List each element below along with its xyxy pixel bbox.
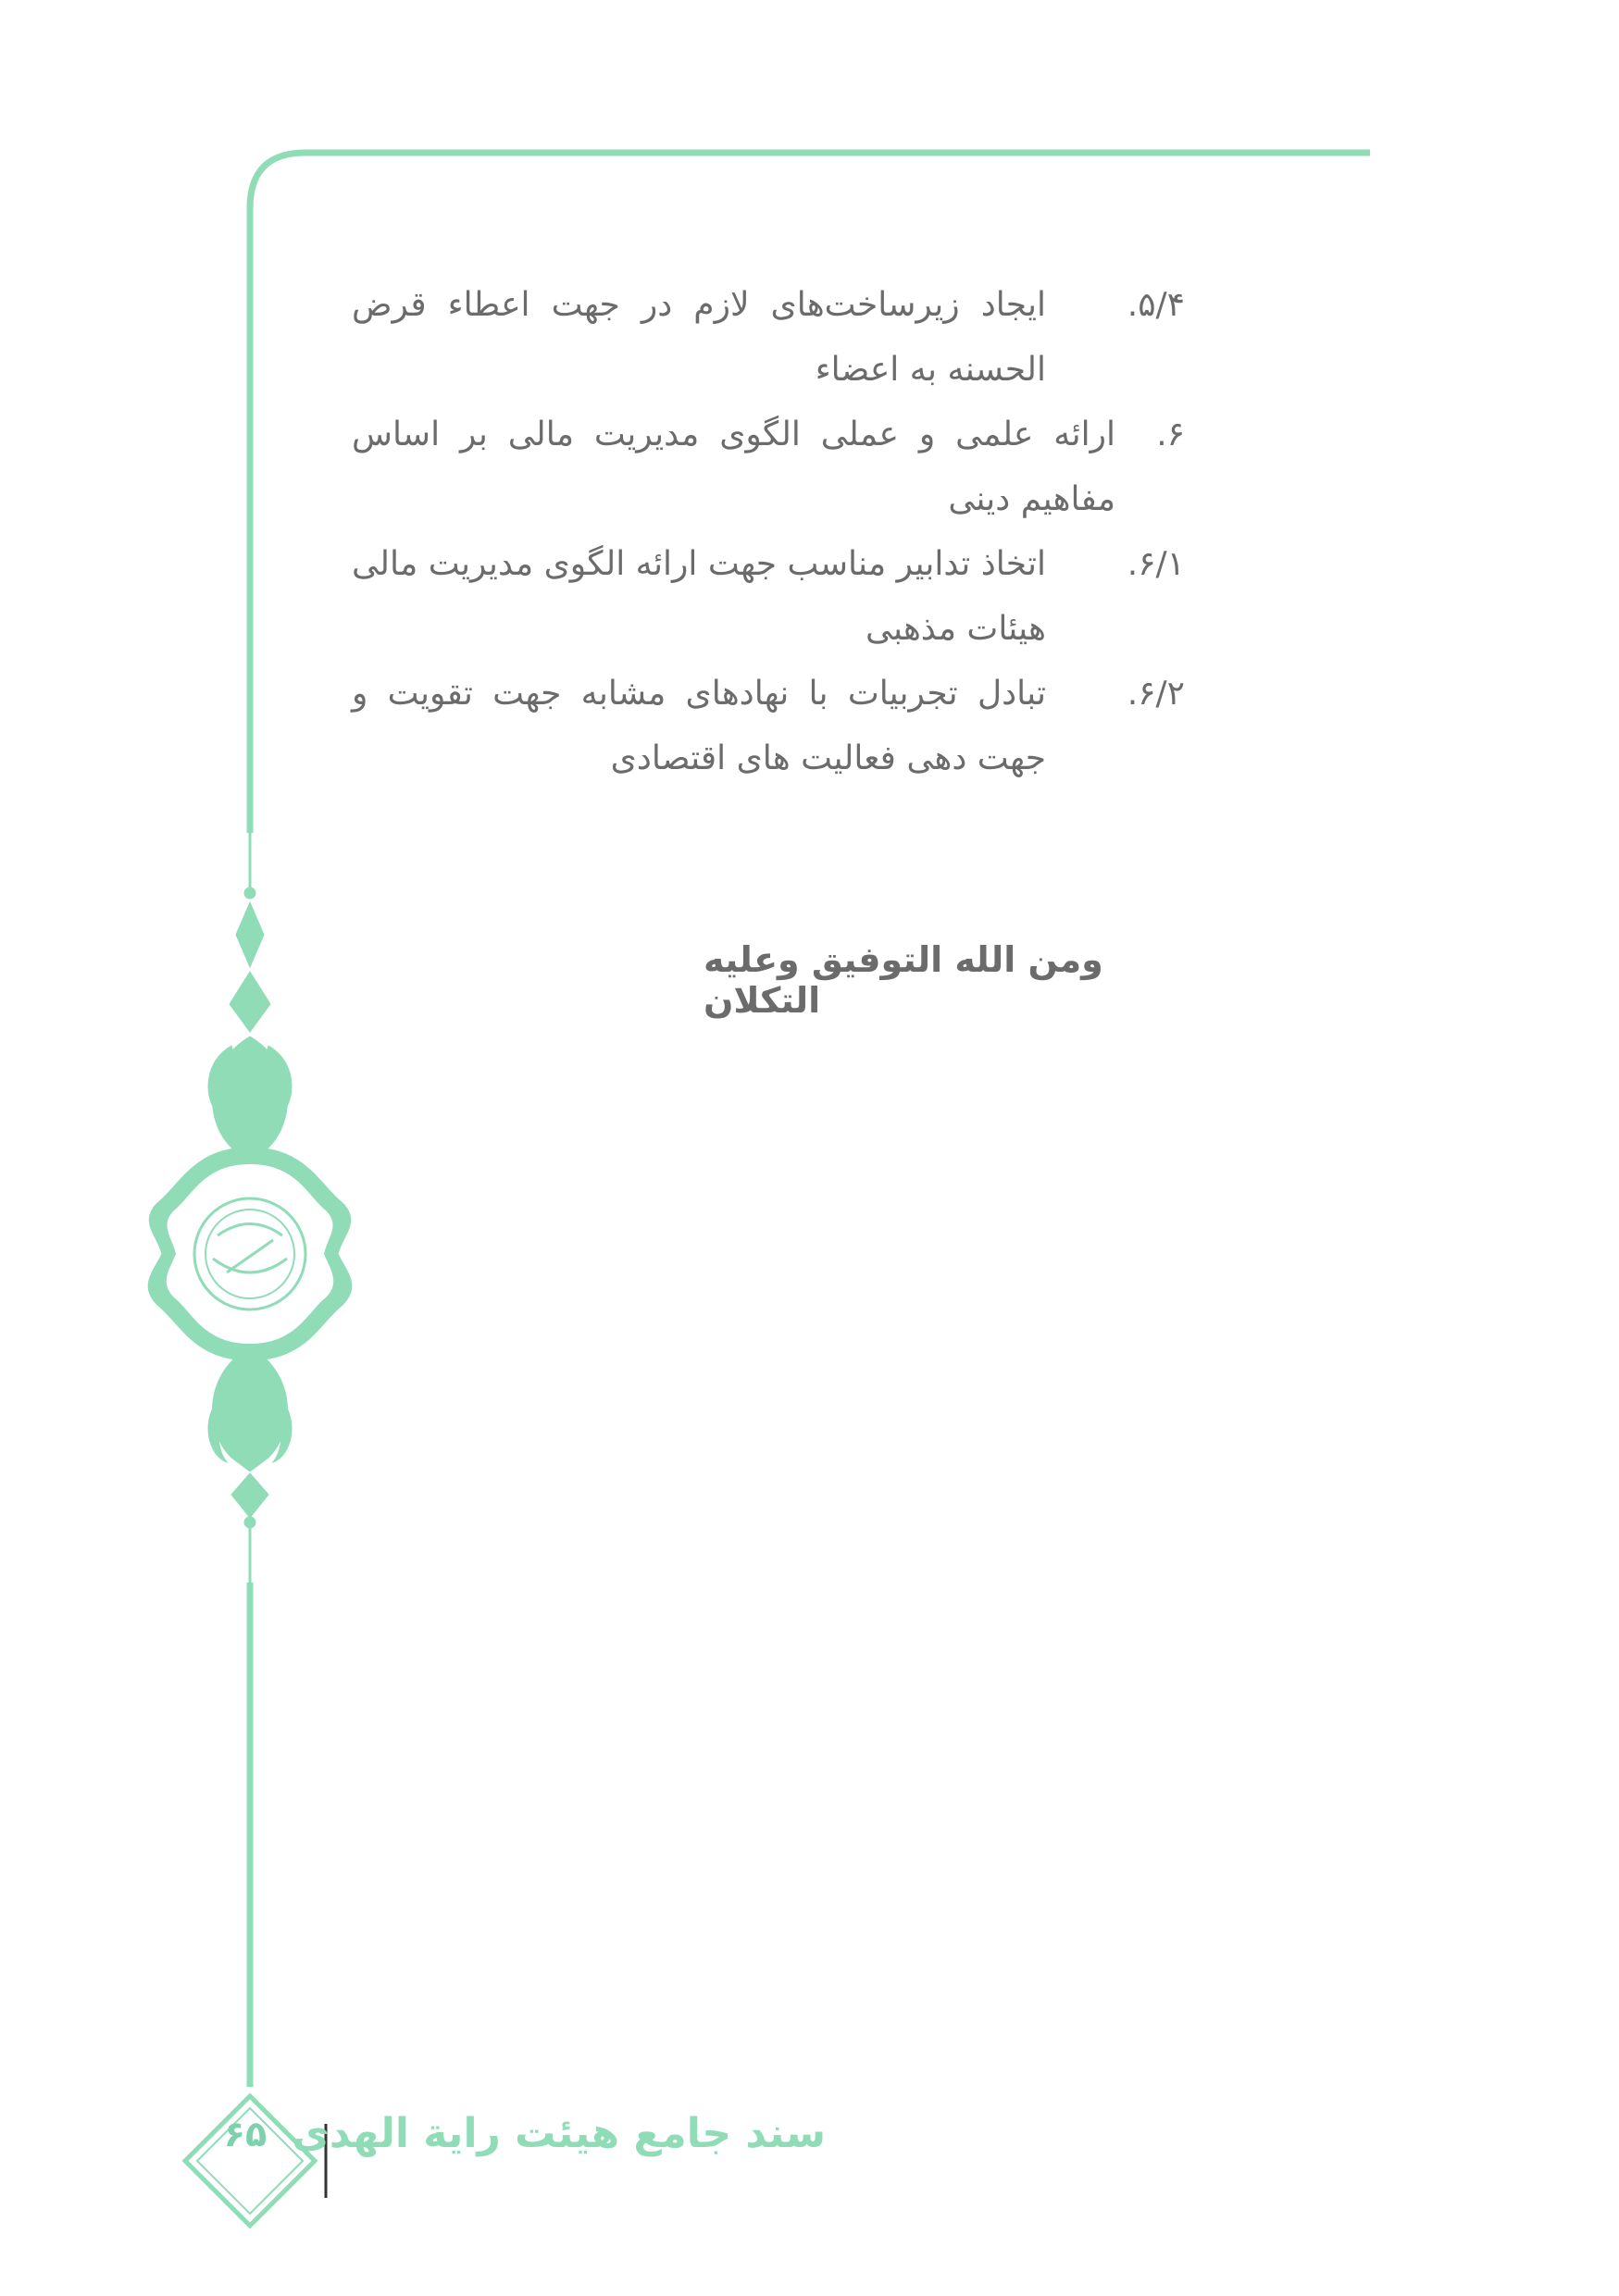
closing-text: ومن الله التوفیق وعلیه التکلان [704, 939, 1103, 1021]
item-text: اتخاذ تدابیر مناسب جهت ارائه الگوی مدیریت مالی هیئات مذهبی [352, 545, 1046, 648]
item-number: .۶/۲ [1127, 675, 1185, 713]
footer-title: سند جامع هیئت رایة الهدی [292, 2110, 826, 2157]
article-body [352, 273, 1185, 791]
list-item [352, 403, 1185, 532]
item-number: .۶/۱ [1127, 545, 1185, 583]
item-text: تبادل تجربیات با نهادهای مشابه جهت تقویت و جهت دهی فعالیت های اقتصادی [352, 675, 1046, 777]
arabesque-medallion-icon [148, 887, 352, 1528]
item-number: .۵/۴ [1127, 286, 1185, 324]
item-text: ایجاد زیرساخت‌های لازم در جهت اعطاء قرض الحسنه به اعضاء [352, 286, 1046, 389]
list-item [352, 662, 1185, 791]
item-number: .۶ [1156, 416, 1185, 453]
list-item [352, 273, 1185, 403]
page-number: ۶۵ [223, 2114, 268, 2154]
item-text: ارائه علمی و عملی الگوی مدیریت مالی بر اساس مفاهیم دینی [352, 416, 1115, 518]
closing-phrase [352, 939, 1185, 1021]
list-item [352, 532, 1185, 662]
